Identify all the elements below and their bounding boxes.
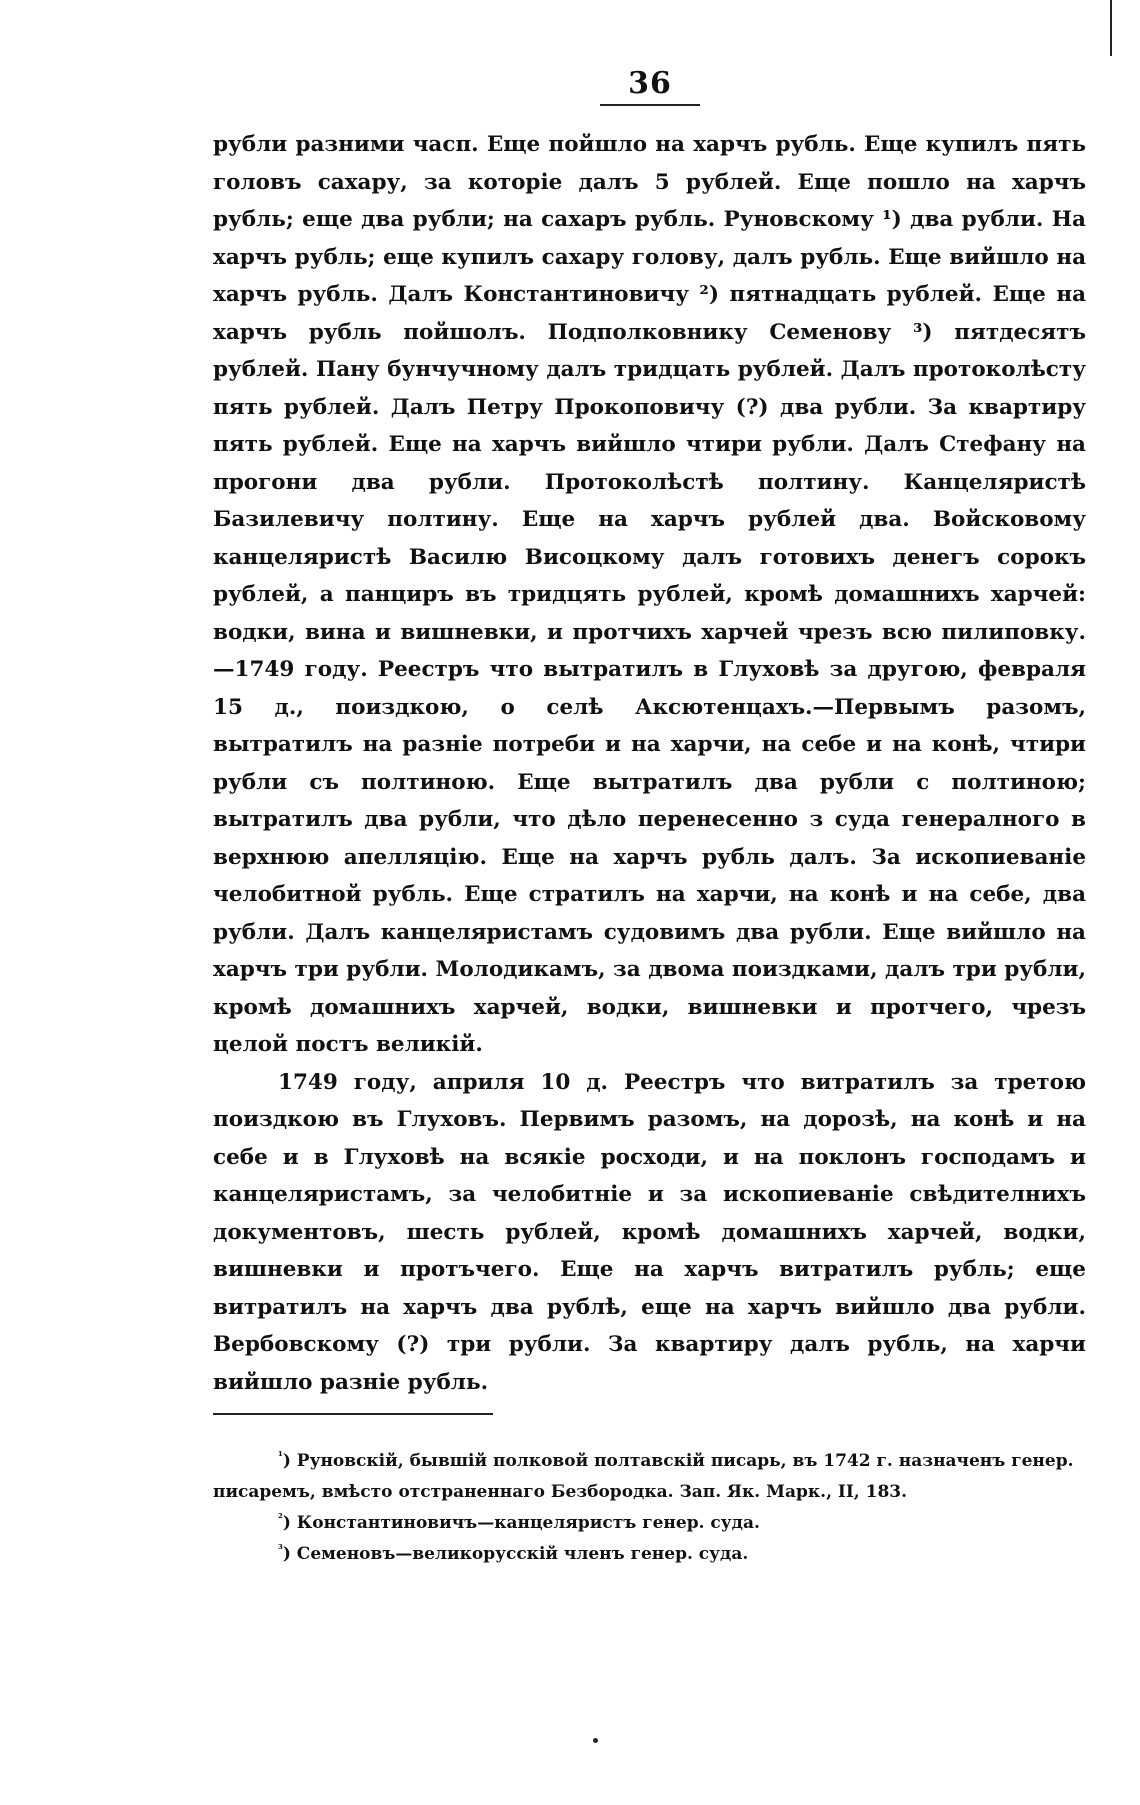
footnote-text: ) Семеновъ—великорусскій членъ генер. суда. bbox=[282, 1544, 749, 1564]
footnote-1 bbox=[213, 1446, 1086, 1508]
scan-speck bbox=[593, 1738, 598, 1743]
page-number-container bbox=[600, 66, 700, 101]
page-number: 36 bbox=[628, 66, 672, 101]
footnote-text: ) Константиновичъ—канцеляристъ генер. суда. bbox=[282, 1513, 760, 1533]
footnote-2 bbox=[213, 1508, 1086, 1539]
footnote-mark: ³ bbox=[278, 1542, 283, 1556]
main-text bbox=[213, 126, 1086, 1401]
paragraph-1: рубли разними часп. Еще пойшло на харчъ рубль. Еще купилъ пять головъ сахару, за которіе далъ 5 рублей. Еще пошло на харчъ рубль; еще два рубли; на сахаръ рубль. Руновскому ¹) два рубли. На харчъ рубль; еще купилъ сахару голову, далъ рубль. Еще вийшло на харчъ рубль. Далъ Константиновичу ²) пятнадцать рублей. Еще на харчъ рубль пойшолъ. Подполковнику Семенову ³) пятдесятъ рублей. Пану бунчучному далъ тридцать рублей. Далъ протоколѣсту пять рублей. Далъ Петру Прокоповичу (?) два рубли. За квартиру пять рублей. Еще на харчъ вийшло чтири рубли. Далъ Стефану на прогони два рубли. Протоколѣстѣ полтину. Канцеляристѣ Базилевичу полтину. Еще на харчъ рублей два. Войсковому канцеляристѣ Василю Висоцкому далъ готовихъ денегъ сорокъ рублей, а панциръ въ тридцять рублей, кромѣ домашнихъ харчей: водки, вина и вишневки, и протчихъ харчей чрезъ всю пилиповку.—1749 году. Реестръ что вытратилъ в Глуховѣ за другою, февраля 15 д., поиздкою, о селѣ Аксютенцахъ.—Первымъ разомъ, вытратилъ на разніе потреби и на харчи, на себе и на конѣ, чтири рубли съ полтиною. Еще вытратилъ два рубли с полтиною; вытратилъ два рубли, что дѣло перенесенно з суда генералного в верхнюю апелляцію. Еще на харчъ рубль далъ. За ископиеваніе челобитной рубль. Еще стратилъ на харчи, на конѣ и на себе, два рубли. Далъ канцеляристамъ судовимъ два рубли. Еще вийшло на харчъ три рубли. Молодикамъ, за двома поиздками, далъ три рубли, кромѣ домашнихъ харчей, водки, вишневки и протчего, чрезъ целой постъ великій. bbox=[213, 132, 1086, 1057]
paragraph-2: 1749 году, априля 10 д. Реестръ что витратилъ за третою поиздкою въ Глуховъ. Первимъ разомъ, на дорозѣ, на конѣ и на себе и в Глуховѣ на всякіе росходи, и на поклонъ господамъ и канцеляристамъ, за челобитніе и за ископиеваніе свѣдителнихъ документовъ, шесть рублей, кромѣ домашнихъ харчей, водки, вишневки и протъчего. Еще на харчъ витратилъ рубль; еще витратилъ на харчъ два рублѣ, еще на харчъ вийшло два рубли. Вербовскому (?) три рубли. За квартиру далъ рубль, на харчи вийшло разніе рубль. bbox=[213, 1069, 1086, 1395]
page-number-underline bbox=[600, 104, 700, 106]
footnote-mark: ² bbox=[278, 1511, 283, 1525]
footnote-3 bbox=[213, 1539, 1086, 1570]
footnote-separator bbox=[213, 1413, 493, 1415]
footnotes bbox=[213, 1446, 1086, 1570]
footnote-text: ) Руновскій, бывшій полковой полтавскій писарь, въ 1742 г. назначенъ генер. писаремъ, вмѣсто отстраненнаго Безбородка. Зап. Як. Марк., II, 183. bbox=[213, 1451, 1074, 1502]
footnote-mark: ¹ bbox=[278, 1449, 283, 1463]
scan-edge-line bbox=[1110, 0, 1112, 56]
